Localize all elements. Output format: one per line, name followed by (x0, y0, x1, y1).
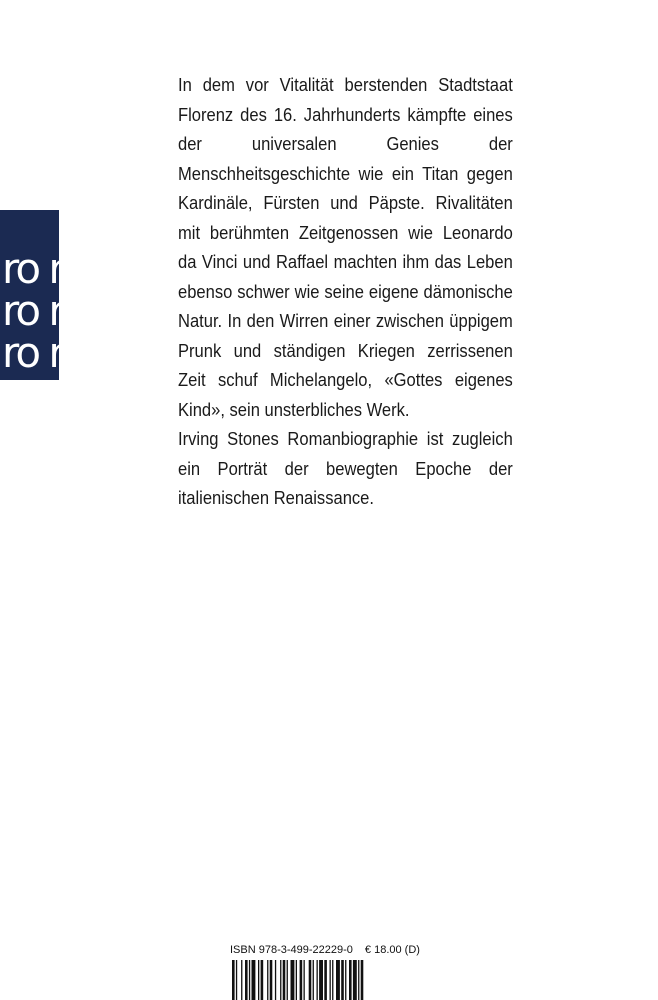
isbn-text: ISBN 978-3-499-22229-0 (230, 944, 353, 956)
barcode-bar (267, 960, 268, 1000)
barcode-bar (275, 960, 276, 1000)
barcode-bar (358, 960, 359, 1000)
barcode-bar (309, 960, 312, 1000)
barcode-bar (258, 960, 259, 1000)
barcode-bar (345, 960, 346, 1000)
barcode-bar (324, 960, 327, 1000)
isbn-barcode-block (230, 944, 420, 1000)
barcode-bar (252, 960, 256, 1000)
barcode-bar (361, 960, 364, 1000)
blurb-paragraph-1: In dem vor Vitalität berstenden Stadtstaat Florenz des 16. Jahrhunderts kämpfte eines der universalen Genies der Menschheitsgeschichte wie ein Titan gegen Kardinäle, Fürsten und Päpste. Rivalitäten mit berühmten Zeitgenossen wie Leonardo da Vinci und Raffael machten ihm das Leben ebenso schwer wie seine eigene dämonische Natur. In den Wirren einer zwischen üppigem Prunk und ständigen Kriegen zerrissenen Zeit schuf Michelangelo, «Gottes eigenes Kind», sein unsterbliches Werk. (178, 74, 513, 420)
barcode-bar (261, 960, 264, 1000)
barcode-bar (283, 960, 286, 1000)
barcode-bar (241, 960, 242, 1000)
rororo-logo-line-1: ro ro (2, 244, 85, 293)
rororo-logo-line-3: ro ro (2, 328, 85, 377)
barcode-svg (230, 960, 416, 1000)
barcode-bar (317, 960, 318, 1000)
price-text: € 18.00 (D) (364, 944, 420, 956)
barcode-bar (287, 960, 288, 1000)
barcode-bar (296, 960, 297, 1000)
barcode-bar (332, 960, 333, 1000)
barcode-bar (313, 960, 314, 1000)
barcode-bar (300, 960, 303, 1000)
barcode-bar (270, 960, 273, 1000)
barcode-bar (336, 960, 340, 1000)
barcode-bar (330, 960, 331, 1000)
barcode-bar (249, 960, 250, 1000)
barcode-image (230, 960, 416, 1000)
barcode-bar (291, 960, 295, 1000)
rororo-logo-line-2: ro ro (2, 286, 85, 335)
barcode-bar (341, 960, 344, 1000)
barcode-bar (236, 960, 237, 1000)
barcode-bar (245, 960, 248, 1000)
isbn-price-line (230, 944, 420, 956)
back-cover-blurb (178, 70, 513, 513)
blurb-paragraph-2: Irving Stones Romanbiographie ist zugleich ein Porträt der bewegten Epoche der italienischen Renaissance. (178, 428, 513, 508)
barcode-bar (232, 960, 235, 1000)
rororo-logo-tab (0, 210, 85, 380)
barcode-bar (319, 960, 323, 1000)
barcode-bar (304, 960, 305, 1000)
barcode-bar (280, 960, 281, 1000)
barcode-bar (353, 960, 357, 1000)
barcode-bar (349, 960, 352, 1000)
